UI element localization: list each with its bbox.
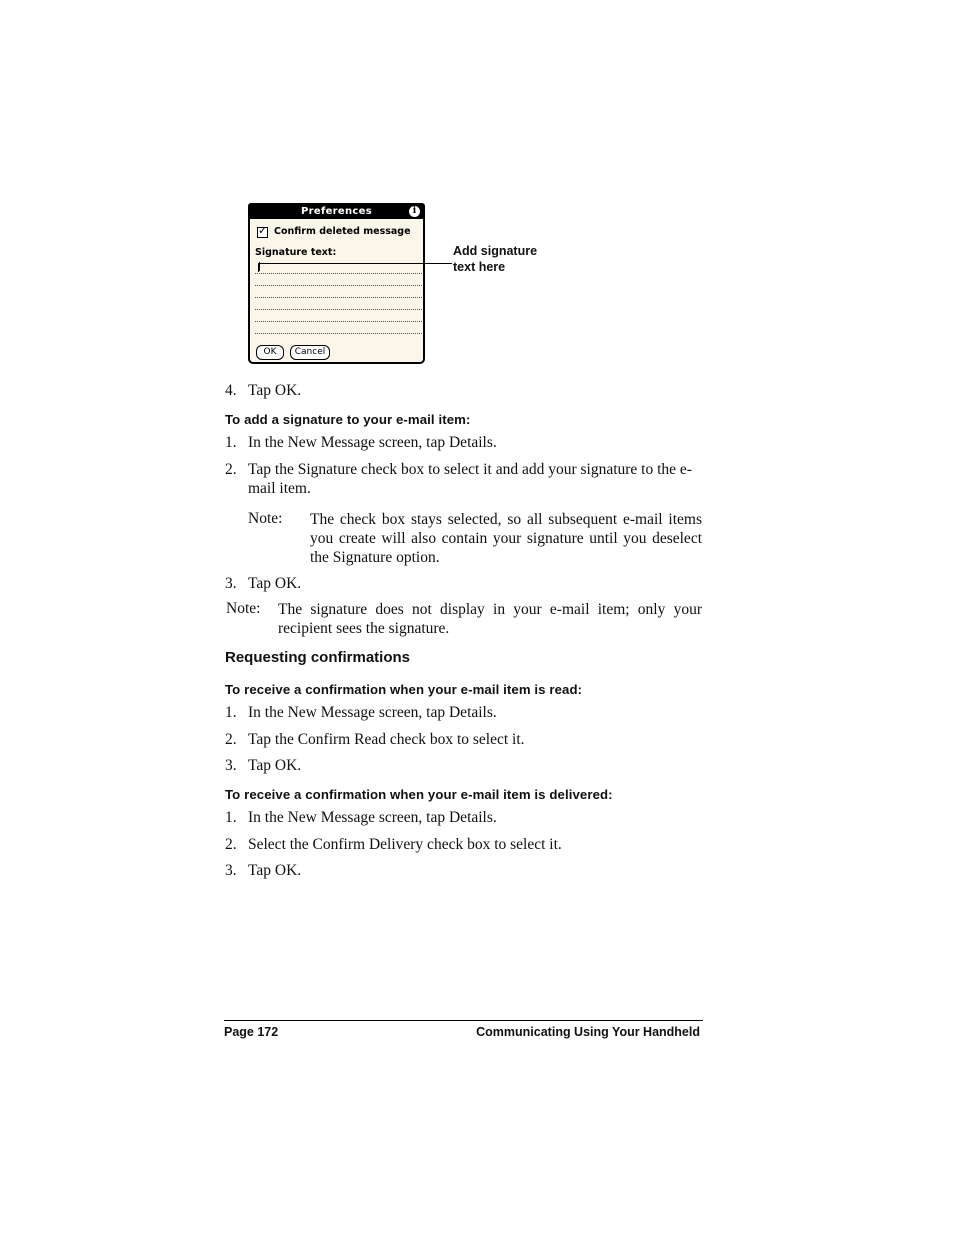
footer-rule [224,1020,703,1021]
step-text: Tap the Signature check box to select it and add your signature to the e-mail item. [248,461,692,497]
step-text: Select the Confirm Delivery check box to select it. [248,836,562,853]
signature-line [255,273,422,274]
confirm-deleted-label: Confirm deleted message [274,226,411,237]
note-label: Note: [226,600,261,617]
chapter-title: Communicating Using Your Handheld [476,1025,700,1039]
signature-line [255,309,422,310]
step-number: 2. [225,461,237,478]
step-number: 1. [225,704,237,721]
step-number: 3. [225,575,237,592]
signature-line [255,297,422,298]
step-number: 3. [225,862,237,879]
signature-line [255,285,422,286]
signature-line [255,333,422,334]
step-number: 3. [225,757,237,774]
preferences-screenshot [248,203,425,364]
confirm-deleted-checkbox[interactable] [257,224,268,238]
step-text: Tap OK. [248,862,302,879]
note-text: The signature does not display in your e-mail item; only your recipient sees the signature. [278,601,702,637]
step-number: 1. [225,434,237,451]
step-text: Tap OK. [248,575,302,592]
callout-line-2: text here [453,260,506,274]
procedure-heading: To add a signature to your e-mail item: [225,412,471,427]
cancel-button[interactable]: Cancel [290,345,330,360]
callout-label [453,243,537,275]
callout-leader-line [258,263,452,264]
preferences-title: Preferences [301,206,372,217]
ok-button[interactable]: OK [256,345,284,360]
step-number: 2. [225,836,237,853]
preferences-title-bar [250,205,423,219]
step-text: In the New Message screen, tap Details. [248,434,497,451]
procedure-heading: To receive a confirmation when your e-mail item is read: [225,682,583,697]
step-text: Tap OK. [248,382,302,399]
procedure-heading: To receive a confirmation when your e-mail item is delivered: [225,787,613,802]
callout-leader-tick [258,263,259,272]
step-number: 4. [225,382,237,399]
checkmark-icon: ✓ [258,224,268,237]
callout-line-1: Add signature [453,244,538,258]
signature-line [255,321,422,322]
info-icon[interactable]: i [409,206,420,217]
step-text: In the New Message screen, tap Details. [248,704,497,721]
note-text: The check box stays selected, so all subsequent e-mail items you create will also contain your signature until you deselect the Signature option. [310,511,702,566]
signature-text-label: Signature text: [255,247,337,258]
step-text: Tap OK. [248,757,302,774]
step-number: 1. [225,809,237,826]
step-text: Tap the Confirm Read check box to select it. [248,731,525,748]
note-label: Note: [248,510,283,527]
page-number: Page 172 [224,1025,279,1039]
step-text: In the New Message screen, tap Details. [248,809,497,826]
step-number: 2. [225,731,237,748]
signature-text-field[interactable] [255,259,422,337]
section-heading: Requesting confirmations [225,649,411,666]
